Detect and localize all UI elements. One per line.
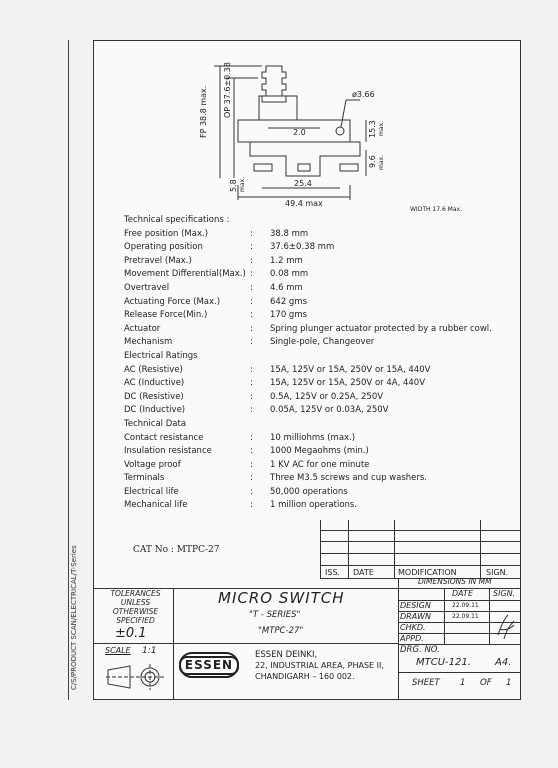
spec-label: Free position (Max.) [124, 228, 209, 239]
spec-value: 0.5A, 125V or 0.25A, 250V [270, 391, 384, 402]
company-address-1: 22, INDUSTRIAL AREA, PHASE II, [255, 661, 384, 670]
spec-row [124, 255, 492, 269]
spec-label: Mechanism [124, 337, 173, 348]
rev-iss-header: ISS. [325, 568, 341, 577]
spec-row [124, 364, 492, 378]
company-address-2: CHANDIGARH – 160 002. [255, 672, 355, 681]
rev-modification-header: MODIFICATION [398, 568, 457, 577]
spec-value: 0.05A, 125V or 0.03A, 250V [270, 405, 389, 416]
spec-value: 170 gms [270, 310, 308, 321]
spec-colon: : [250, 310, 253, 321]
spec-row [124, 228, 492, 242]
essen-logo: ESSEN [179, 652, 239, 678]
side-path-label: C/S/PRODUCT SCAN/ELECTRICAL/T-Series [70, 545, 78, 690]
spec-value: Single-pole, Changeover [270, 337, 375, 348]
spec-value: 1 KV AC for one minute [270, 459, 370, 470]
company-name: ESSEN DEINKI, [255, 650, 318, 660]
spec-row [124, 350, 492, 364]
rubber-cowl [262, 66, 286, 102]
dim-25-4-label: 25.4 [294, 179, 312, 188]
spec-row [124, 268, 492, 282]
spec-colon: : [250, 486, 253, 497]
spec-colon: : [250, 242, 253, 253]
spec-colon [250, 418, 270, 432]
terminal-left [254, 164, 272, 171]
projection-symbol-icon [104, 660, 166, 694]
spec-label: Operating position [124, 242, 203, 253]
appd-label: APPD. [400, 634, 424, 643]
spec-label: Technical Data [124, 418, 187, 429]
dim-15-3-label: 15.3 [368, 120, 377, 138]
sheet-size: A4. [495, 657, 512, 668]
technical-specifications [124, 214, 492, 513]
drawn-date: 22.09.11 [452, 613, 479, 620]
spec-colon: : [250, 323, 253, 334]
spec-label: DC (Resistive) [124, 391, 184, 402]
spec-row [124, 445, 492, 459]
spec-row [124, 391, 492, 405]
dim-max2-label: max. [378, 155, 385, 170]
spec-value: 38.8 mm [270, 228, 309, 239]
design-date: 22.09.11 [452, 602, 479, 609]
rev-date-header: DATE [353, 568, 374, 577]
spec-row [124, 459, 492, 473]
spec-value: 1.2 mm [270, 255, 303, 266]
fp-dim-label: FP 38.8 max. [199, 85, 208, 138]
drg-no: MTCU-121. [416, 657, 471, 668]
sheet-label: SHEET [412, 678, 440, 688]
drawing-title: MICRO SWITCH [218, 589, 345, 607]
spec-label: Insulation resistance [124, 446, 212, 457]
spec-colon: : [250, 405, 253, 416]
spec-colon: : [250, 255, 253, 266]
spec-colon: : [250, 364, 253, 375]
spec-row [124, 404, 492, 418]
spec-row [124, 472, 492, 486]
spec-colon: : [250, 378, 253, 389]
dim-max1-label: max. [378, 121, 385, 136]
spec-value: Three M3.5 screws and cup washers. [270, 473, 428, 484]
sign-header: SIGN. [493, 589, 516, 598]
op-dim-label: OP 37.6±0.38 [223, 62, 232, 118]
terminal-center [298, 164, 310, 171]
spec-colon: : [250, 337, 253, 348]
spec-label: Contact resistance [124, 432, 204, 443]
spec-colon: : [250, 282, 253, 293]
spec-value: 10 milliohms (max.) [270, 432, 356, 443]
spec-colon: : [250, 296, 253, 307]
drg-no-label: DRG. NO. [400, 645, 440, 655]
spec-label: Electrical Ratings [124, 350, 198, 361]
spec-value: Spring plunger actuator protected by a rubber cowl. [270, 323, 492, 334]
spec-colon: : [250, 391, 253, 402]
dimensions-note: DIMENSIONS IN MM [418, 577, 492, 586]
spec-colon: : [250, 228, 253, 239]
rev-sign-header: SIGN. [486, 568, 509, 577]
spec-colon: : [250, 459, 253, 470]
sheet-number: 1 [460, 678, 466, 688]
spec-colon: : [250, 269, 253, 280]
spec-label: Voltage proof [124, 459, 181, 470]
spec-value: 4.6 mm [270, 282, 303, 293]
tolerances-note: TOLERANCES UNLESS OTHERWISE SPECIFIED [110, 589, 161, 625]
scale-value: 1:1 [142, 646, 157, 656]
scale-label: SCALE [105, 646, 131, 655]
bushing [259, 96, 297, 120]
spec-label: Electrical life [124, 486, 179, 497]
dim-9-6-label: 9.6 [368, 155, 377, 168]
series-label: "T - SERIES" [249, 610, 301, 620]
sheet-total: 1 [506, 678, 512, 688]
spec-label: Actuating Force (Max.) [124, 296, 221, 307]
spec-row [124, 499, 492, 513]
spec-label: AC (Inductive) [124, 378, 185, 389]
tolerance-value: ±0.1 [115, 626, 147, 641]
spec-label: Overtravel [124, 282, 170, 293]
spec-label: Actuator [124, 323, 161, 334]
spec-row [124, 486, 492, 500]
spec-colon [250, 350, 270, 364]
design-label: DESIGN [400, 601, 431, 610]
spec-value: 1000 Megaohms (min.) [270, 446, 369, 457]
spec-label: Movement Differential(Max.) [124, 269, 246, 280]
model-label: "MTPC-27" [258, 626, 304, 636]
spec-value: 37.6±0.38 mm [270, 242, 335, 253]
spec-colon: : [250, 473, 253, 484]
diameter-label: ø3.66 [352, 90, 375, 99]
spec-label: AC (Resistive) [124, 364, 183, 375]
width-note: WIDTH 17.6 Max. [410, 206, 462, 213]
spec-label: Release Force(Min.) [124, 310, 208, 321]
spec-value: 15A, 125V or 15A, 250V or 15A, 440V [270, 364, 431, 375]
dim-2-label: 2.0 [293, 128, 306, 137]
spec-value: 15A, 125V or 15A, 250V or 4A, 440V [270, 378, 426, 389]
spec-row [124, 309, 492, 323]
spec-value: 642 gms [270, 296, 308, 307]
dim-max3-label: max. [239, 177, 246, 192]
spec-row [124, 241, 492, 255]
spec-row [124, 432, 492, 446]
spec-label: Mechanical life [124, 500, 188, 511]
catalog-number: CAT No : MTPC-27 [133, 545, 220, 555]
spec-value: 1 million operations. [270, 500, 358, 511]
dim-49-4-label: 49.4 max [285, 199, 323, 208]
of-label: OF [480, 678, 492, 688]
spec-row [124, 323, 492, 337]
terminal-right [340, 164, 358, 171]
spec-colon: : [250, 446, 253, 457]
date-header: DATE [452, 589, 473, 598]
spec-label: DC (Inductive) [124, 405, 186, 416]
spec-value: 50,000 operations [270, 486, 348, 497]
spec-row [124, 377, 492, 391]
spec-row [124, 336, 492, 350]
drawn-label: DRAWN [400, 612, 431, 621]
spec-label: Terminals [124, 473, 165, 484]
dim-5-8-label: 5.8 [229, 179, 238, 192]
spec-title: Technical specifications : [124, 215, 230, 225]
chkd-label: CHKD. [400, 623, 426, 632]
spec-colon: : [250, 500, 253, 511]
spec-label: Pretravel (Max.) [124, 255, 192, 266]
spec-row [124, 296, 492, 310]
signature-image [494, 613, 518, 641]
spec-colon: : [250, 432, 253, 443]
mount-hole [336, 127, 344, 135]
spec-value: 0.08 mm [270, 269, 309, 280]
spec-row [124, 282, 492, 296]
spec-row [124, 418, 492, 432]
